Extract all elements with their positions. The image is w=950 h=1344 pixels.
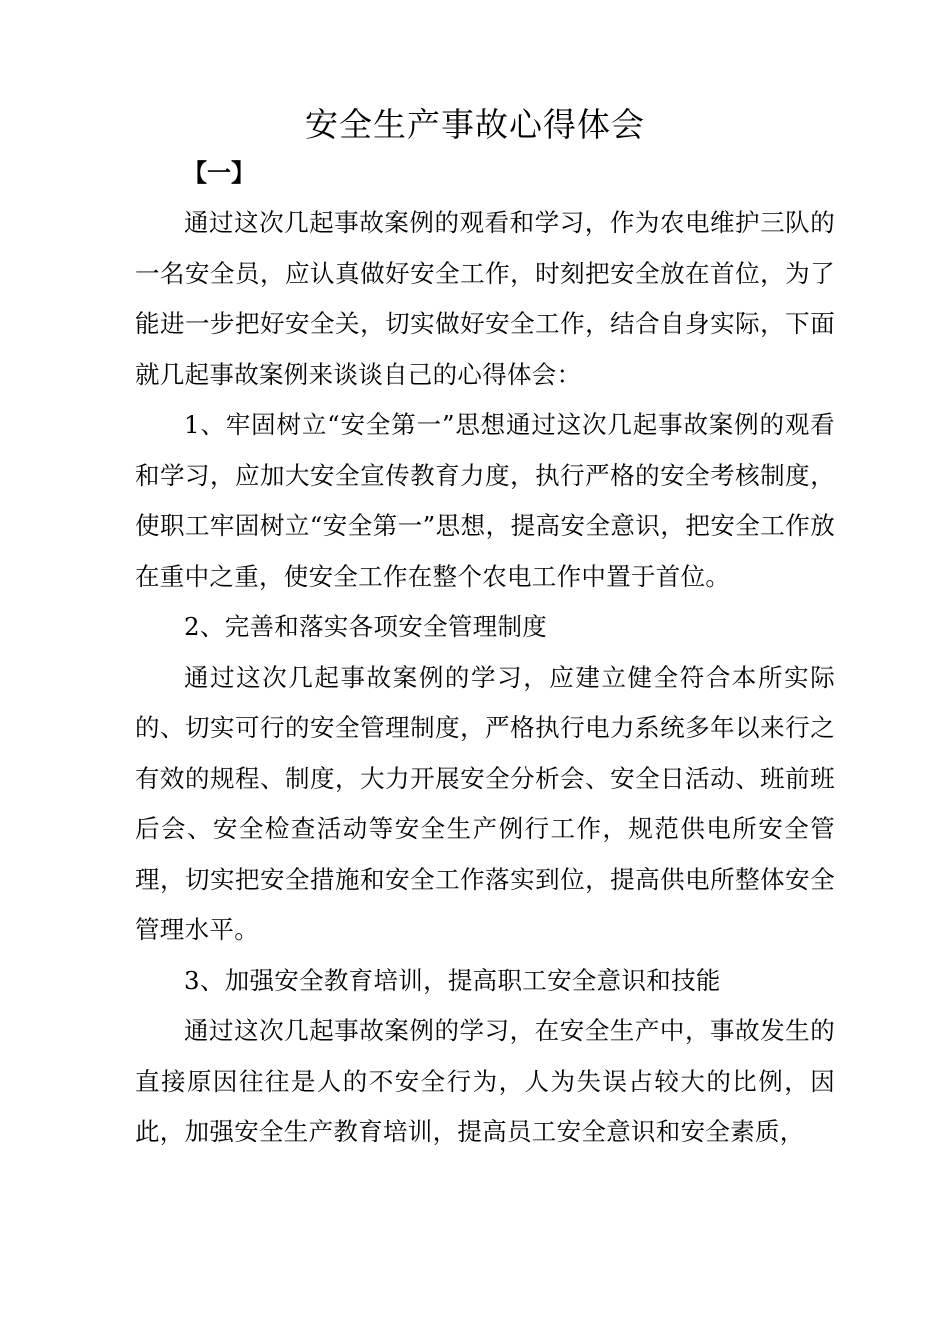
paragraph-intro: 通过这次几起事故案例的观看和学习，作为农电维护三队的一名安全员，应认真做好安全工作，时刻把安全放在首位，为了能进一步把好安全关，切实做好安全工作，结合自身实际，下面就几起事故案例来谈谈自己的心得体会： <box>135 208 835 389</box>
heading-point-2: 2、完善和落实各项安全管理制度 <box>184 612 548 641</box>
section-mark: 【一】 <box>183 158 255 187</box>
paragraph-point-2: 通过这次几起事故案例的学习，应建立健全符合本所实际的、切实可行的安全管理制度，严格执行电力系统多年以来行之有效的规程、制度，大力开展安全分析会、安全日活动、班前班后会、安全检查活动等安全生产例行工作，规范供电所安全管理，切实把安全措施和安全工作落实到位，提高供电所整体安全管理水平。 <box>135 662 835 944</box>
heading-point-3: 3、加强安全教育培训，提高职工安全意识和技能 <box>184 965 721 995</box>
paragraph-point-1: 1、牢固树立“安全第一”思想通过这次几起事故案例的观看和学习，应加大安全宣传教育力度，执行严格的安全考核制度，使职工牢固树立“安全第一”思想，提高安全意识，把安全工作放在重中之重，使安全工作在整个农电工作中置于首位。 <box>135 410 835 591</box>
document-title: 安全生产事故心得体会 <box>305 105 645 144</box>
paragraph-point-3: 通过这次几起事故案例的学习，在安全生产中，事故发生的直接原因往往是人的不安全行为，人为失误占较大的比例，因此，加强安全生产教育培训，提高员工安全意识和安全素质， <box>135 1016 835 1146</box>
document-body <box>135 148 835 1158</box>
